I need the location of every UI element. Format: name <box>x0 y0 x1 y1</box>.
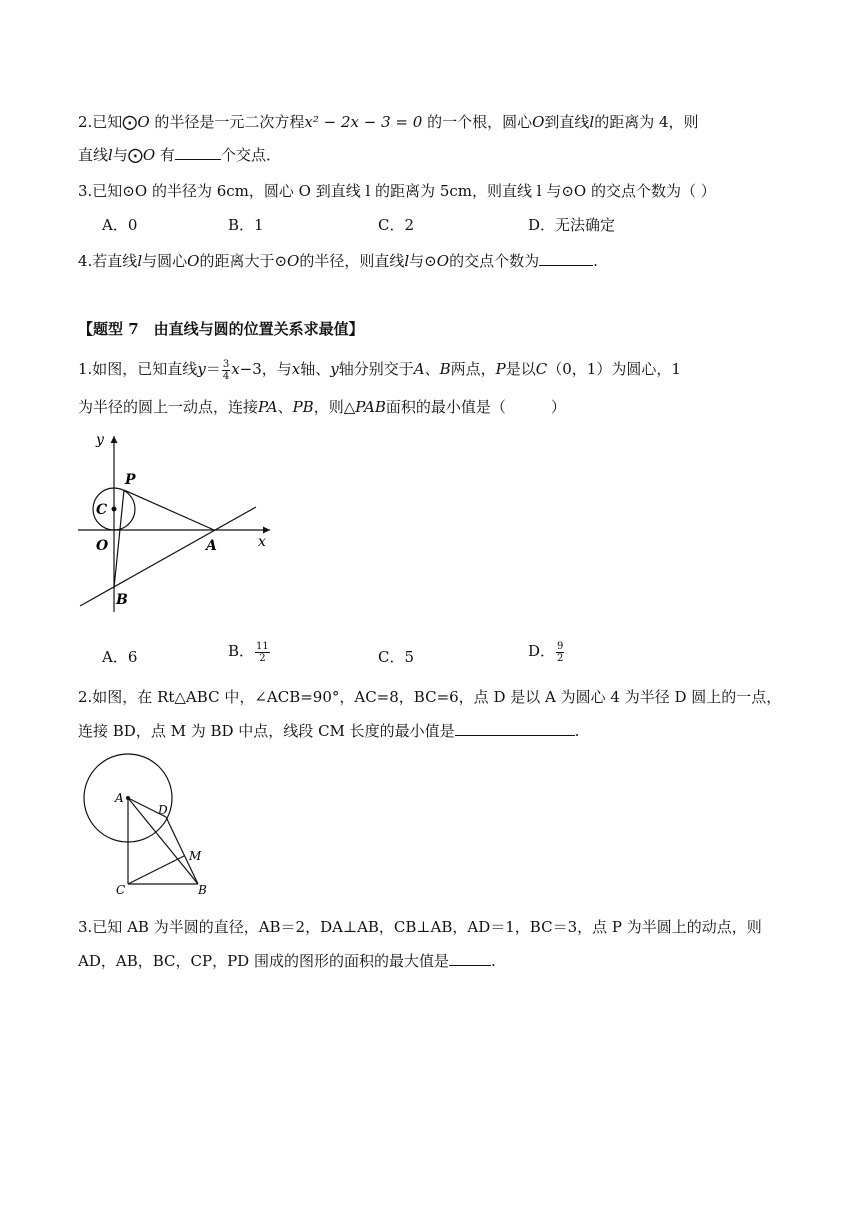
p2-figure <box>78 752 228 900</box>
p2-line2: 连接 BD，点 M 为 BD 中点，线段 CM 长度的最小值是 . <box>78 722 580 740</box>
p1-center-dot <box>112 507 117 512</box>
q3-option-c[interactable]: C．2 <box>378 216 415 234</box>
p1-segment-pa <box>124 490 214 530</box>
q2-answer-blank[interactable] <box>175 145 221 160</box>
p1-line-ab <box>80 507 256 606</box>
p1-option-b[interactable]: B． $\frac{11}{2}$ <box>228 640 269 664</box>
p1-line1: 1.如图，已知直线y＝ $\frac{3}{4}$ x−3，与x轴、y轴分别交于A、B两点，P是以C（0，1）为圆心，1 <box>78 358 681 382</box>
q3-option-a[interactable]: A．0 <box>102 216 138 234</box>
section-title: 【题型 7 由直线与圆的位置关系求最值】 <box>78 320 364 338</box>
p1-label-y: y <box>96 432 104 448</box>
p2-label-c: C <box>116 883 126 897</box>
p3-answer-blank[interactable] <box>449 951 491 966</box>
q4-text: 4.若直线l与圆心O的距离大于⊙O的半径，则直线l与⊙O的交点个数为 . <box>78 252 598 270</box>
p2-point-a <box>126 796 130 800</box>
p3-line1: 3.已知 AB 为半圆的直径，AB＝2，DA⊥AB，CB⊥AB，AD＝1，BC＝3，点 P 为半圆上的动点，则 <box>78 918 762 936</box>
p1-label-p: P <box>125 472 136 488</box>
q2-line1: 2.已知⨀O 的半径是一元二次方程x² − 2x − 3 = 0 的一个根，圆心O到直线l的距离为 4，则 <box>78 113 699 131</box>
q2-line2: 直线l与⨀O 有 个交点． <box>78 146 281 164</box>
q3-option-b[interactable]: B．1 <box>228 216 264 234</box>
p2-label-m: M <box>189 849 202 863</box>
p1-label-b: B <box>116 592 128 608</box>
p1-label-o: O <box>96 538 109 554</box>
p2-answer-blank[interactable] <box>455 721 575 736</box>
p1-option-c[interactable]: C．5 <box>378 648 415 666</box>
p2-label-d: D <box>158 803 168 817</box>
q3-option-d[interactable]: D．无法确定 <box>528 216 616 234</box>
p1-option-d[interactable]: D． $\frac{9}{2}$ <box>528 640 564 664</box>
p1-segment-pb <box>114 490 124 588</box>
p1-label-x: x <box>258 534 266 550</box>
p1-label-c: C <box>96 502 108 518</box>
p2-line1: 2.如图，在 Rt△ABC 中，∠ACB=90°，AC=8，BC=6，点 D 是以 A 为圆心 4 为半径 D 圆上的一点， <box>78 688 782 706</box>
q4-answer-blank[interactable] <box>539 251 593 266</box>
p2-label-b: B <box>198 883 207 897</box>
p1-label-a: A <box>206 538 217 554</box>
p1-figure <box>74 428 284 618</box>
p1-line2: 为半径的圆上一动点，连接PA、PB，则△PAB面积的最小值是（ ） <box>78 398 566 416</box>
p2-segment-cm <box>128 856 184 884</box>
p3-line2: AD，AB，BC，CP，PD 围成的图形的面积的最大值是 . <box>78 952 496 970</box>
p1-fraction: $\frac{3}{4}$ <box>222 358 230 382</box>
p1-option-a[interactable]: A．6 <box>102 648 138 666</box>
q3-text: 3.已知⊙O 的半径为 6cm，圆心 O 到直线 l 的距离为 5cm，则直线 l 与⊙O 的交点个数为（ ） <box>78 182 716 200</box>
p2-label-a: A <box>115 791 124 805</box>
